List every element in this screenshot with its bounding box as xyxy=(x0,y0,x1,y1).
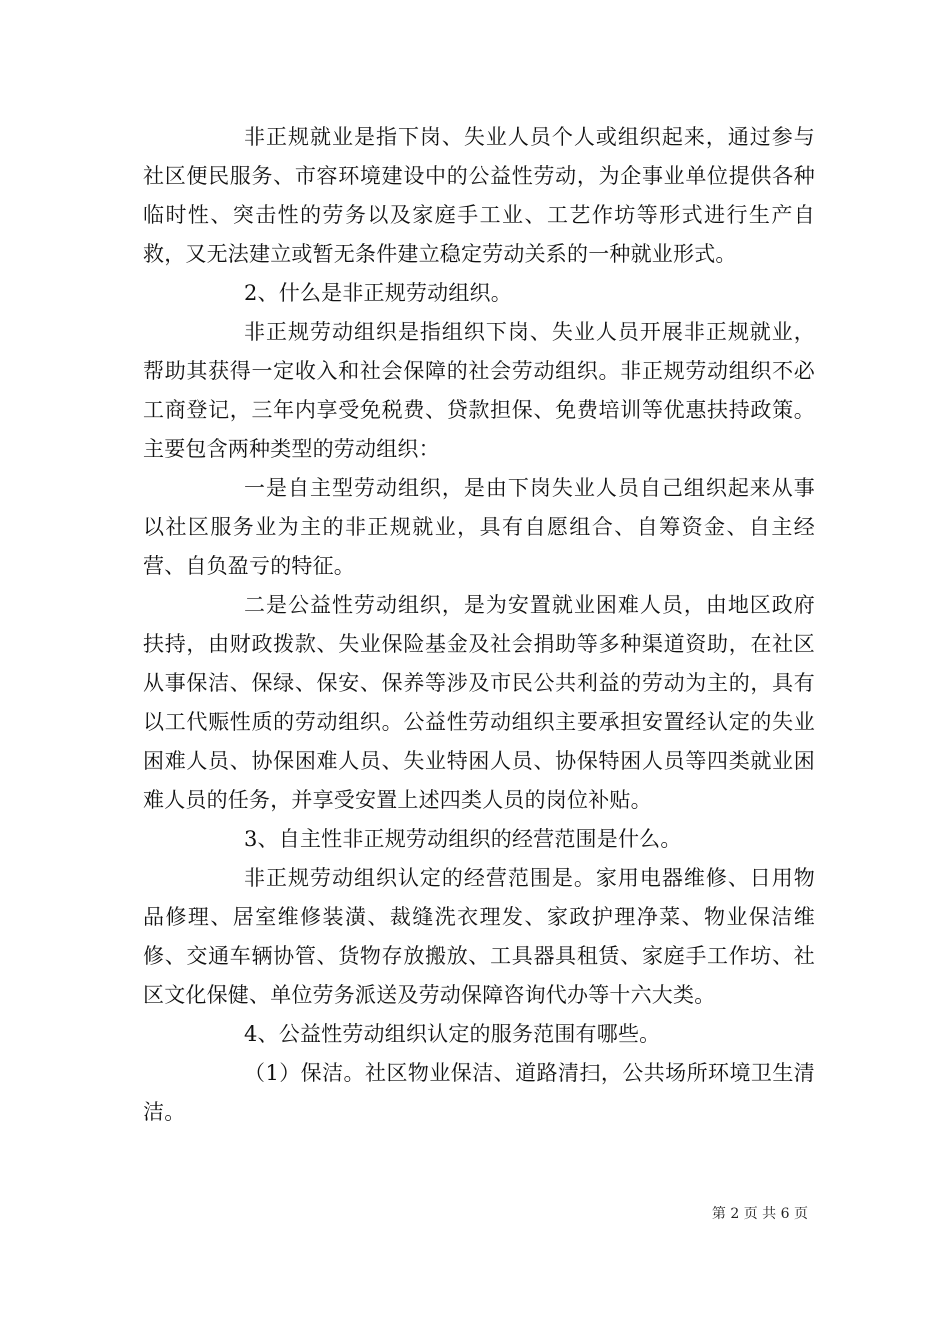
paragraph-organization: 非正规劳动组织是指组织下岗、失业人员开展非正规就业，帮助其获得一定收入和社会保障的社会劳动组织。非正规劳动组织不必工商登记，三年内享受免税费、贷款担保、免费培训等优惠扶持政策。主要包含两种类型的劳动组织： xyxy=(143,320,815,461)
paragraph-item-1: （1）保洁。社区物业保洁、道路清扫，公共场所环境卫生清洁。 xyxy=(143,1061,815,1124)
paragraph-type-1: 一是自主型劳动组织，是由下岗失业人员自己组织起来从事以社区服务业为主的非正规就业，具有自愿组合、自筹资金、自主经营、自负盈亏的特征。 xyxy=(143,476,815,578)
heading-question-3: 3、自主性非正规劳动组织的经营范围是什么。 xyxy=(244,827,682,851)
paragraph-type-2: 二是公益性劳动组织，是为安置就业困难人员，由地区政府扶持，由财政拨款、失业保险基金及社会捐助等多种渠道资助，在社区从事保洁、保绿、保安、保养等涉及市民公共利益的劳动为主的，具有以工代赈性质的劳动组织。公益性劳动组织主要承担安置经认定的失业困难人员、协保困难人员、失业特困人员、协保特困人员等四类就业困难人员的任务，并享受安置上述四类人员的岗位补贴。 xyxy=(143,593,815,812)
heading-question-2: 2、什么是非正规劳动组织。 xyxy=(244,281,512,305)
page-number: 第 2 页 共 6 页 xyxy=(711,1206,808,1222)
paragraph-scope: 非正规劳动组织认定的经营范围是。家用电器维修、日用物品修理、居室维修装潢、裁缝洗衣理发、家政护理净菜、物业保洁维修、交通车辆协管、货物存放搬放、工具器具租赁、家庭手工作坊、社区文化保健、单位劳务派送及劳动保障咨询代办等十六大类。 xyxy=(143,866,815,1007)
body-text xyxy=(143,118,815,1132)
paragraph-definition: 非正规就业是指下岗、失业人员个人或组织起来，通过参与社区便民服务、市容环境建设中的公益性劳动，为企事业单位提供各种临时性、突击性的劳务以及家庭手工业、工艺作坊等形式进行生产自救，又无法建立或暂无条件建立稳定劳动关系的一种就业形式。 xyxy=(143,125,815,266)
heading-question-4: 4、公益性劳动组织认定的服务范围有哪些。 xyxy=(244,1022,661,1046)
